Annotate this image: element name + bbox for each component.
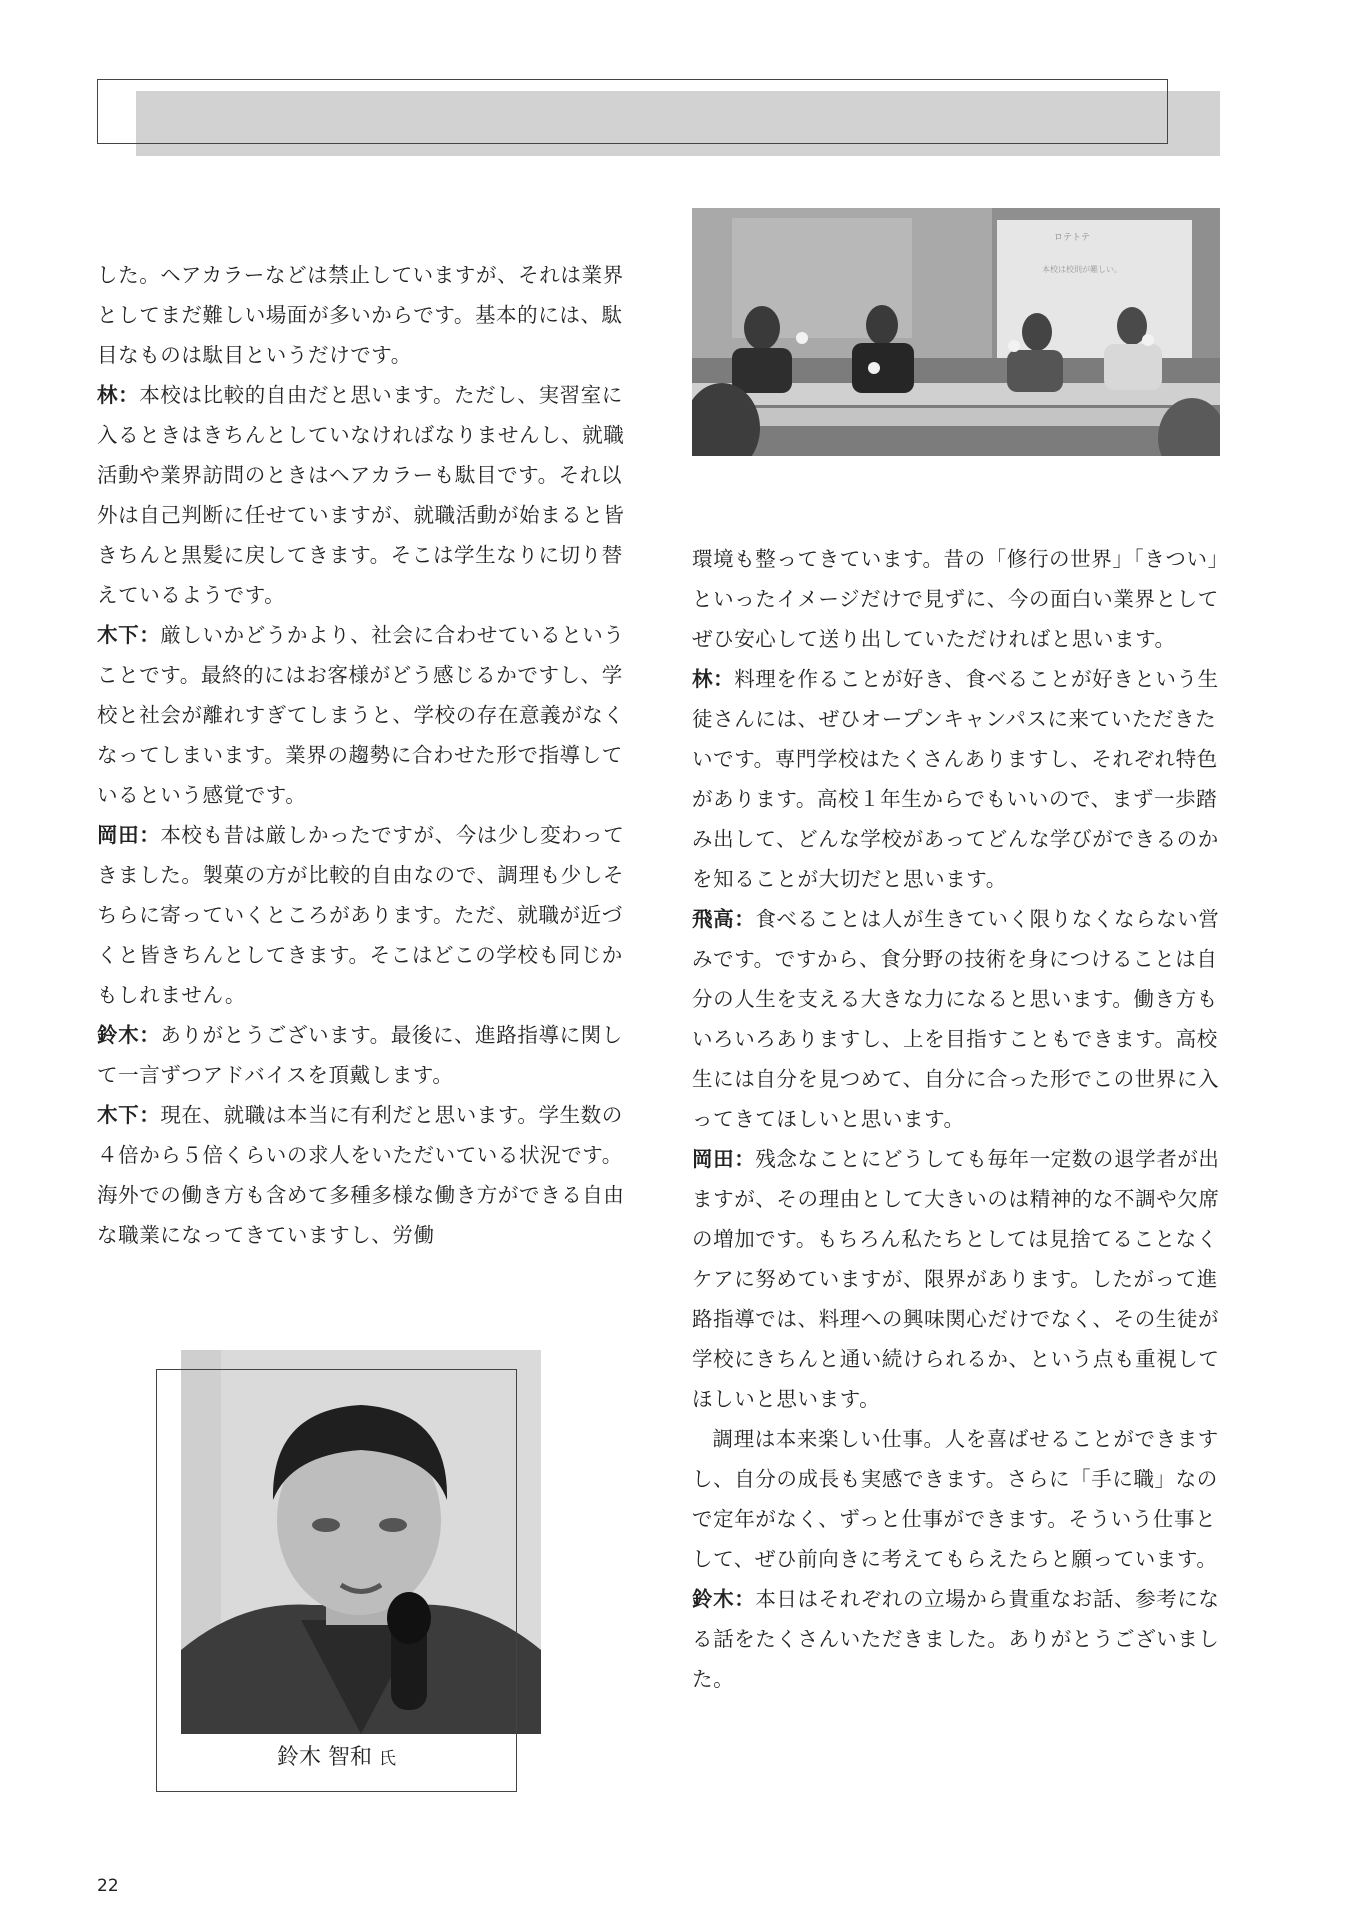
paragraph: 木下：厳しいかどうかより、社会に合わせているということです。最終的にはお客様がどう感じるかですし、学校と社会が離れすぎてしまうと、学校の存在意義がなくなってしまいます。業界の趨勢に合わせた形で指導しているという感覚です。 [97, 623, 625, 807]
paragraph: 調理は本来楽しい仕事。人を喜ばせることができますし、自分の成長も実感できます。さらに「手に職」なので定年がなく、ずっと仕事ができます。そういう仕事として、ぜひ前向きに考えてもらえたらと願っています。 [692, 1427, 1219, 1571]
portrait-frame [156, 1369, 517, 1792]
paragraph: した。ヘアカラーなどは禁止していますが、それは業界としてまだ難しい場面が多いからです。基本的には、駄目なものは駄目というだけです。 [97, 263, 624, 367]
paragraph: 林：料理を作ることが好き、食べることが好きという生徒さんには、ぜひオープンキャンパスに来ていただきたいです。専門学校はたくさんありますし、それぞれ特色があります。高校１年生からでもいいので、まず一歩踏み出して、どんな学校があってどんな学びができるのかを知ることが大切だと思います。 [692, 667, 1219, 891]
paragraph: 飛高：食べることは人が生きていく限りなくならない営みです。ですから、食分野の技術を身につけることは自分の人生を支える大きな力になると思います。働き方もいろいろありますし、上を目指すこともできます。高校生には自分を見つめて、自分に合った形でこの世界に入ってきてほしいと思います。 [692, 907, 1220, 1131]
portrait-caption [156, 1740, 517, 1771]
right-text-column [692, 539, 1222, 1699]
paragraph: 鈴木：ありがとうございます。最後に、進路指導に関して一言ずつアドバイスを頂戴します。 [97, 1023, 623, 1087]
panel-discussion-photo [692, 208, 1220, 456]
paragraph: 木下：現在、就職は本当に有利だと思います。学生数の４倍から５倍くらいの求人をいただいている状況です。海外での働き方も含めて多種多様な働き方ができる自由な職業になってきていますし、労働 [97, 1103, 625, 1247]
header-frame [97, 79, 1168, 144]
page-number: 22 [97, 1876, 119, 1896]
left-text-column [97, 255, 629, 1255]
honorific: 氏 [379, 1749, 396, 1769]
slide-title-text: ロテトテ [1054, 233, 1091, 243]
person-name: 鈴木 智和 [277, 1745, 372, 1770]
panel-photo-graphic [692, 208, 1220, 456]
slide-text: 本校は校則が難しい。 [1042, 265, 1122, 274]
paragraph: 林：本校は比較的自由だと思います。ただし、実習室に入るときはきちんとしていなければなりませんし、就職活動や業界訪問のときはヘアカラーも駄目です。それ以外は自己判断に任せていますが、就職活動が始まると皆きちんと黒髪に戻してきます。そこは学生なりに切り替えているようです。 [97, 383, 625, 607]
paragraph: 岡田：本校も昔は厳しかったですが、今は少し変わってきました。製菓の方が比較的自由なので、調理も少しそちらに寄っていくところがあります。ただ、就職が近づくと皆きちんとしてきます。そこはどこの学校も同じかもしれません。 [97, 823, 625, 1007]
paragraph: 岡田：残念なことにどうしても毎年一定数の退学者が出ますが、その理由として大きいのは精神的な不調や欠席の増加です。もちろん私たちとしては見捨てることなくケアに努めていますが、限界があります。したがって進路指導では、料理への興味関心だけでなく、その生徒が学校にきちんと通い続けられるか、という点も重視してほしいと思います。 [692, 1147, 1220, 1411]
paragraph: 鈴木：本日はそれぞれの立場から貴重なお話、参考になる話をたくさんいただきました。ありがとうございました。 [692, 1587, 1220, 1691]
paragraph: 環境も整ってきています。昔の「修行の世界」「きつい」といったイメージだけで見ずに、今の面白い業界としてぜひ安心して送り出していただければと思います。 [692, 547, 1219, 651]
